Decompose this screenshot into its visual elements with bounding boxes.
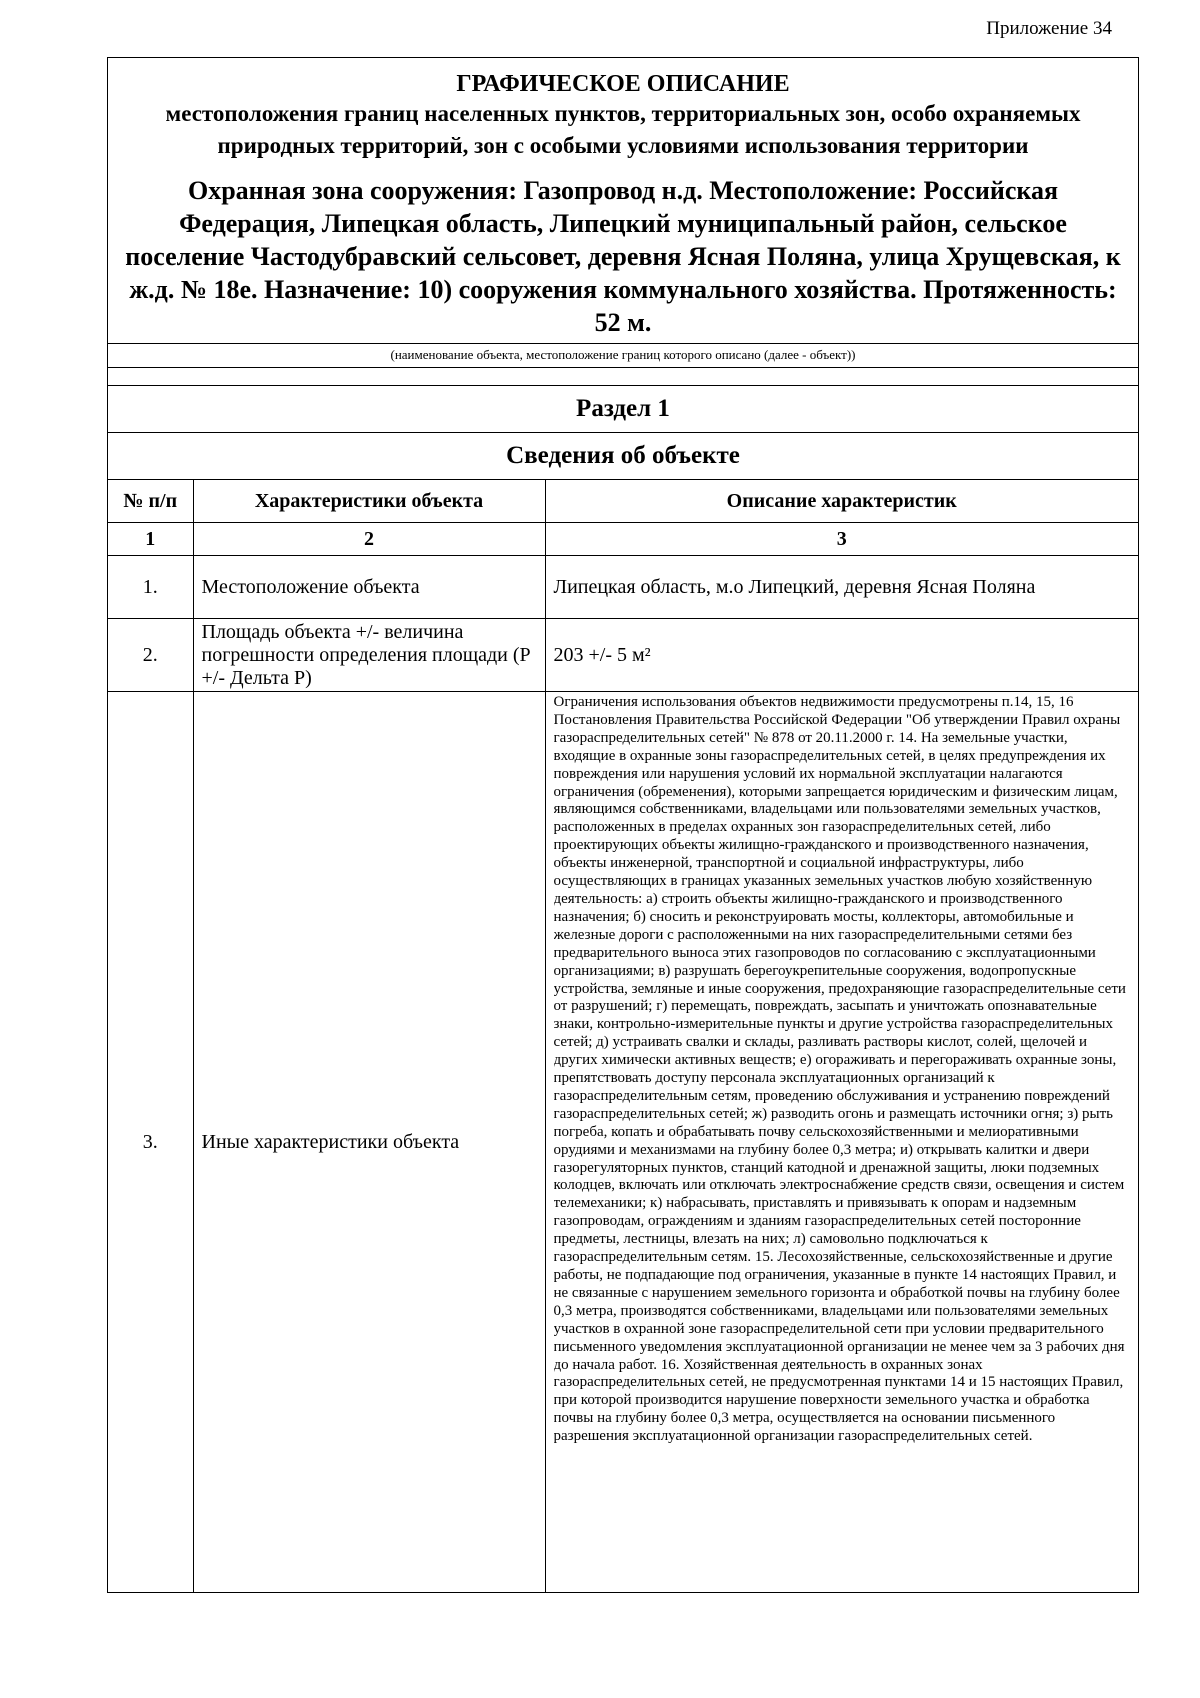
column-number: 2: [193, 523, 545, 556]
column-number: 3: [545, 523, 1138, 556]
document-header: [108, 58, 1138, 343]
table-header-row: [108, 480, 1138, 523]
row-characteristic: Иные характеристики объекта: [193, 692, 545, 1593]
object-caption: (наименование объекта, местоположение границ которого описано (далее - объект)): [108, 343, 1138, 367]
row-description-cell: [545, 692, 1138, 1593]
row-description: Ограничения использования объектов недвижимости предусмотрены п.14, 15, 16 Постановления Правительства Российской Федерации "Об утверждении Правил охраны газораспределительных сетей" № 878 от 20.11.2000 г. 14. На земельные участки, входящие в охранные зоны газораспределительных сетей, в целях предупреждения их повреждения или нарушения условий их нормальной эксплуатации налагаются ограничения (обременения), которыми запрещается юридическим и физическим лицам, являющимся собственниками, владельцами или пользователями земельных участков, расположенных в пределах охранных зон газораспределительных сетей, либо проектирующих объекты жилищно-гражданского и производственного назначения, объекты инженерной, транспортной и социальной инфраструктуры, либо осуществляющих в границах указанных земельных участков любую хозяйственную деятельность: а) строить объекты жилищно-гражданского и производственного назначения; б) сносить и реконструировать мосты, коллекторы, автомобильные и железные дороги с расположенными на них газораспределительными сетями без предварительного выноса этих газопроводов по согласованию с эксплуатационными организациями; в) разрушать берегоукрепительные сооружения, водопропускные устройства, земляные и иные сооружения, предохраняющие газораспределительные сети от разрушений; г) перемещать, повреждать, засыпать и уничтожать опознавательные знаки, контрольно-измерительные пункты и другие устройства газораспределительных сетей; д) устраивать свалки и склады, разливать растворы кислот, солей, щелочей и других химически активных веществ; е) огораживать и перегораживать охранные зоны, препятствовать доступу персонала эксплуатационных организаций к газораспределительным сетям, проведению обслуживания и устранению повреждений газораспределительных сетей; ж) разводить огонь и размещать источники огня; з) рыть погреба, копать и обрабатывать почву сельскохозяйственными и мелиоративными орудиями и механизмами на глубину более 0,3 метра; и) открывать калитки и двери газорегуляторных пунктов, станций катодной и дренажной защиты, люки подземных колодцев, включать или отключать электроснабжение средств связи, освещения и систем телемеханики; к) набрасывать, приставлять и привязывать к опорам и надземным газопроводам, ограждениям и зданиям газораспределительных сетей посторонние предметы, лестницы, влезать на них; л) самовольно подключаться к газораспределительным сетям. 15. Лесохозяйственные, сельскохозяйственные и другие работы, не подпадающие под ограничения, указанные в пункте 14 настоящих Правил, и не связанные с нарушением земельного горизонта и обработкой почвы на глубину более 0,3 метра, производятся собственниками, владельцами или пользователями земельных участков в охранной зоне газораспределительной сети при условии предварительного письменного уведомления эксплуатационной организации не менее чем за 3 рабочих дня до начала работ. 16. Хозяйственная деятельность в охранных зонах газораспределительных сетей, не предусмотренная пунктами 14 и 15 настоящих Правил, при которой производится нарушение поверхности земельного участка и обработка почвы на глубину более 0,3 метра, осуществляется на основании письменного разрешения эксплуатационной организации газораспределительных сетей.: [553, 694, 1126, 1445]
section-title: Раздел 1: [108, 385, 1138, 432]
document-subtitle: местоположения границ населенных пунктов, территориальных зон, особо охраняемых природных территорий, зон с особыми условиями использования территории: [165, 101, 1081, 158]
row-num: 2.: [108, 619, 193, 692]
row-description: Липецкая область, м.о Липецкий, деревня Ясная Поляна: [545, 556, 1138, 619]
appendix-label: Приложение 34: [986, 18, 1112, 39]
table-row: [108, 556, 1138, 619]
row-num: 3.: [108, 692, 193, 1593]
header-num: № п/п: [108, 480, 193, 523]
column-number: 1: [108, 523, 193, 556]
document-title: ГРАФИЧЕСКОЕ ОПИСАНИЕ: [456, 71, 790, 97]
row-characteristic: Площадь объекта +/- величина погрешности определения площади (Р +/- Дельта Р): [193, 619, 545, 692]
header-description: Описание характеристик: [545, 480, 1138, 523]
table-row: [108, 619, 1138, 692]
spacer: [108, 367, 1138, 385]
row-characteristic: Местоположение объекта: [193, 556, 545, 619]
row-description: 203 +/- 5 м²: [545, 619, 1138, 692]
table-row: [108, 692, 1138, 1593]
header-characteristic: Характеристики объекта: [193, 480, 545, 523]
document-frame: [107, 57, 1139, 1593]
section-subtitle: Сведения об объекте: [108, 432, 1138, 479]
column-number-row: [108, 523, 1138, 556]
object-name: Охранная зона сооружения: Газопровод н.д. Местоположение: Российская Федерация, Липецкая область, Липецкий муниципальный район, сельское поселение Частодубравский сельсовет, деревня Ясная Поляна, улица Хрущевская, к ж.д. № 18е. Назначение: 10) сооружения коммунального хозяйства. Протяженность: 52 м.: [125, 176, 1121, 337]
properties-table: [108, 479, 1138, 1592]
row-num: 1.: [108, 556, 193, 619]
